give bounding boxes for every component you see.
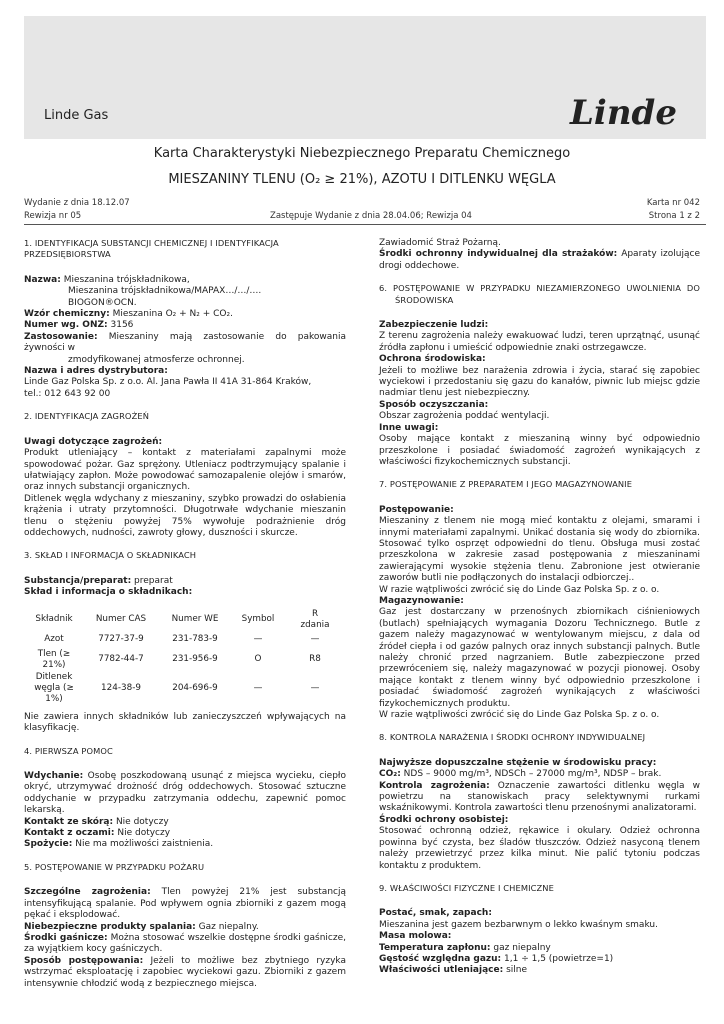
logo-text: Linde: [570, 93, 677, 132]
section-8-heading: 8. KONTROLA NARAŻENIA I ŚRODKI OCHRONY INDYWIDUALNEJ: [379, 732, 646, 743]
document-subtitle: MIESZANINY TLENU (O₂ ≥ 21%), AZOTU I DITLENKU WĘGLA: [168, 172, 556, 187]
table-cell: 231-956-9: [172, 654, 218, 665]
special-hazard-label: Szczególne zagrożenia:: [24, 887, 151, 898]
table-cell: —: [310, 683, 320, 693]
composition-table: [24, 609, 346, 706]
table-header-row: [24, 609, 346, 632]
table-cell: O: [254, 654, 262, 665]
name-value-2: Mieszanina trójskładnikowa/MAPAX…/…/….: [68, 286, 262, 297]
flash-point-value: gaz niepalny: [493, 942, 551, 953]
table-header: Symbol: [241, 614, 275, 625]
header-divider: [24, 224, 706, 225]
table-header: R zdania: [300, 608, 330, 630]
handling-label: Postępowanie:: [379, 504, 454, 515]
table-row: [24, 649, 346, 672]
form-label: Postać, smak, zapach:: [379, 908, 492, 919]
molar-mass-label: Masa molowa:: [379, 931, 452, 942]
table-header: Numer WE: [171, 614, 219, 625]
name-label: Nazwa:: [24, 274, 61, 285]
table-cell: —: [310, 634, 320, 645]
section-1-heading: 1. IDENTYFIKACJA SUBSTANCJI CHEMICZNEJ I IDENTYFIKACJA PRZEDSIĘBIORSTWA: [24, 238, 279, 260]
distributor-label: Nazwa i adres dystrybutora:: [24, 366, 168, 377]
skin-value: Nie dotyczy: [115, 816, 169, 827]
table-cell: 7782-44-7: [98, 654, 144, 665]
density-label: Gęstość względna gazu:: [379, 953, 502, 964]
extinguish-line: [24, 933, 346, 956]
cleanup-value: Obszar zagrożenia poddać wentylacji.: [379, 411, 550, 422]
procedure-value: Jeżeli to możliwe bez zbytniego ryzyka wstrzymać eksploatację i zapobiec wyciekowi gazu. Zbiorniki z gazem intensywnie chłodzić wodą z bezpiecznego miejsca.: [24, 955, 346, 989]
inhalation-value: Osobę poszkodowaną usunąć z miejsca wycieku, ciepło okryć, utrzymywać drożność dróg oddechowych. Stosować sztuczne oddychanie w przypadku zatrzymania oddechu, zapewnić pomoc lekarską.: [24, 771, 346, 816]
revision: Rewizja nr 05: [24, 211, 82, 221]
formula-label: Wzór chemiczny:: [24, 309, 110, 320]
combustion-label: Niebezpieczne produkty spalania:: [24, 921, 196, 932]
section-5-heading: 5. POSTĘPOWANIE W PRZYPADKU POŻARU: [24, 861, 205, 872]
table-cell: 124-38-9: [101, 683, 141, 693]
replaces: Zastępuje Wydanie z dnia 28.04.06; Rewizja 04: [270, 211, 472, 221]
handling-value: Mieszaniny z tlenem nie mogą mieć kontaktu z olejami, smarami i innymi materiałami zapalnymi. Unikać dostania się wody do zbiornika. Stosować tylko osprzęt odpowiedni do tlenu. Obsługa musi zostać przeszkolona w zakresie zasad postępowania z mieszaninami zawierającymi wysokie stężenia tlenu. Zabronione jest otwieranie zaworów butli nie podłączonych do instalacji odbiorczej..: [379, 516, 700, 584]
substance-label: Substancja/preparat:: [24, 575, 132, 586]
oxidizing-label: Właściwości utleniające:: [379, 965, 504, 976]
personal-protection-label: Środki ochrony osobistej:: [379, 814, 509, 825]
hazard-text-2: Ditlenek węgla wdychany z mieszaniny, szybko prowadzi do osłabienia krążenia i utraty przytomności. Długotrwałe wdychanie mieszanin tlenu o stężeniu powyżej 75% wywołuje podrażnienie dróg oddechowych, nudności, zawroty głowy, duszności i skurcze.: [24, 493, 346, 538]
left-column: [24, 238, 346, 990]
cleanup-label: Sposób oczyszczania:: [379, 399, 489, 410]
table-header: Składnik: [35, 614, 73, 625]
table-cell: Tlen (≥ 21%): [37, 648, 71, 671]
distributor-phone: tel.: 012 643 92 00: [24, 388, 111, 399]
name-line: [24, 275, 346, 286]
table-cell: R8: [309, 654, 321, 665]
oxidizing-line: [379, 965, 700, 976]
combustion-line: [24, 922, 346, 933]
density-value: 1,1 ÷ 1,5 (powietrze=1): [504, 953, 614, 964]
exposure-limit-label: Najwyższe dopuszczalne stężenie w środowisku pracy:: [379, 757, 657, 768]
density-line: [379, 954, 700, 965]
people-protection-value: Z terenu zagrożenia należy ewakuować ludzi, teren uprzątnąć, usunąć źródła zapłonu i umieścić odpowiednie znaki ostrzegawcze.: [379, 331, 700, 353]
eye-label: Kontakt z oczami:: [24, 828, 115, 839]
section-6-heading: 6. POSTĘPOWANIE W PRZYPADKU NIEZAMIERZONEGO UWOLNIENIA DO ŚRODOWISKA: [379, 283, 700, 305]
substance-value: preparat: [134, 575, 173, 586]
storage-value: Gaz jest dostarczany w przenośnych zbiornikach ciśnieniowych (butlach) spełniających wymagania Dozoru Technicznego. Butle z gazem należy magazynować w wentylowanym miejscu, z dala od źródeł ciepła i od gazów palnych oraz innych substancji palnych. Butle należy chronić przed nagrzaniem. Butle zabezpieczone przed przewróceniem się, należy magazynować w pozycji pionowej. Osoby mające kontakt z tlenem winny być odpowiednio przeszkolone i posiadać świadomość zagrożeń wynikających z właściwości fizykochemicznych produktu.: [379, 607, 700, 709]
composition-note: Nie zawiera innych składników lub zanieczyszczeń wpływających na klasyfikację.: [24, 711, 346, 734]
table-row: [24, 672, 346, 706]
other-notes-label: Inne uwagi:: [379, 422, 439, 433]
onz-line: [24, 320, 346, 331]
fire-brigade-note: Zawiadomić Straż Pożarną.: [379, 238, 501, 248]
eye-line: [24, 828, 346, 839]
form-value: Mieszanina jest gazem bezbarwnym o lekko kwaśnym smaku.: [379, 919, 658, 930]
other-notes-value: Osoby mające kontakt z mieszaniną winny być odpowiednio przeszkolone i posiadać świadomość zagrożeń wynikających z właściwości fizykochemicznych substancji.: [379, 434, 700, 467]
card-number: Karta nr 042: [646, 198, 700, 208]
firefighter-ppe-value: Aparaty izolujące drogi oddechowe.: [379, 249, 700, 271]
eye-value: Nie dotyczy: [117, 828, 171, 839]
hazard-control-value: Oznaczenie zawartości ditlenku węgla w powietrzu na stanowiskach pracy selektywnymi rurkami wskaźnikowymi. Kontrola zawartości tlenu przenośnymi analizatorami.: [379, 780, 700, 814]
distributor-address: Linde Gaz Polska Sp. z o.o. Al. Jana Pawła II 41A 31-864 Kraków,: [24, 377, 312, 388]
table-cell: Azot: [44, 634, 64, 645]
hazard-control-label: Kontrola zagrożenia:: [379, 780, 490, 791]
extinguish-value: Można stosować wszelkie dostępne środki gaśnicze, za wyjątkiem kocy gaśniczych.: [24, 932, 346, 955]
skin-line: [24, 817, 346, 828]
linde-logo: [568, 92, 688, 132]
substance-line: [24, 576, 346, 587]
flash-point-line: [379, 943, 700, 954]
ingestion-label: Spożycie:: [24, 839, 73, 850]
document-title: Karta Charakterystyki Niebezpiecznego Preparatu Chemicznego: [153, 146, 571, 161]
section-3-heading: 3. SKŁAD I INFORMACJA O SKŁADNIKACH: [24, 550, 197, 561]
personal-protection-value: Stosować ochronną odzież, rękawice i okulary. Odzież ochronna powinna być czysta, bez śladów tłuszczów. Odzież nasyconą tlenem należy przewietrzyć przez kilka minut. Nie palić tytoniu podczas kontaktu z produktem.: [379, 826, 700, 871]
table-cell: 204-696-9: [172, 683, 218, 693]
co2-value: NDS – 9000 mg/m³, NDSCh – 27000 mg/m³, NDSP – brak.: [403, 769, 662, 780]
environment-value: Jeżeli to możliwe bez narażenia zdrowia i życia, starać się zapobiec wyciekowi i przedostaniu się gazu do kanałów, piwnic lub miejsc gdzie nadmiar tlenu jest niebezpieczny.: [379, 365, 700, 399]
use-line: [24, 332, 346, 355]
section-9-heading: 9. WŁAŚCIWOŚCI FIZYCZNE I CHEMICZNE: [379, 882, 554, 893]
flash-point-label: Temperatura zapłonu:: [379, 942, 491, 953]
table-cell: 7727-37-9: [98, 634, 144, 645]
handling-doubt: W razie wątpliwości zwrócić się do Linde Gaz Polska Sp. z o. o.: [379, 584, 660, 595]
composition-label: Skład i informacja o składnikach:: [24, 587, 193, 598]
ingestion-line: [24, 839, 346, 850]
section-4-heading: 4. PIERWSZA POMOC: [24, 745, 113, 756]
name-value-1: Mieszanina trójskładnikowa,: [63, 274, 190, 285]
oxidizing-value: silne: [506, 965, 527, 976]
people-protection-label: Zabezpieczenie ludzi:: [379, 320, 489, 331]
co2-label: CO₂:: [379, 769, 401, 780]
table-cell: —: [253, 683, 263, 693]
issue-date: Wydanie z dnia 18.12.07: [24, 198, 130, 208]
table-row: [24, 631, 346, 648]
table-cell: Ditlenek węgla (≥ 1%): [34, 671, 74, 705]
formula-line: [24, 309, 346, 320]
inhalation-label: Wdychanie:: [24, 771, 84, 782]
page-number: Strona 1 z 2: [648, 211, 700, 221]
co2-limit-line: [379, 769, 700, 780]
company-name: Linde Gas: [44, 108, 109, 123]
section-7-heading: 7. POSTĘPOWANIE Z PREPARATEM I JEGO MAGAZYNOWANIE: [379, 479, 633, 490]
firefighter-ppe-line: [379, 249, 700, 272]
special-hazard-line: [24, 887, 346, 921]
special-hazard-value: Tlen powyżej 21% jest substancją intensyfikującą spalanie. Pod wpływem ognia zbiorniki z gazem mogą pękać i eksplodować.: [24, 887, 346, 921]
firefighter-ppe-label: Środki ochronny indywidualnej dla strażaków:: [379, 249, 618, 260]
table-cell: 231-783-9: [172, 634, 218, 645]
procedure-line: [24, 956, 346, 990]
ingestion-value: Nie ma możliwości zaistnienia.: [75, 839, 214, 850]
table-header: Numer CAS: [95, 614, 147, 625]
onz-label: Numer wg. ONZ:: [24, 320, 108, 331]
hazard-text-1: Produkt utleniający – kontakt z materiałami zapalnymi może spowodować pożar. Gaz sprężony. Utleniacz podtrzymujący spalanie i ułatwiający zapłon. Może powodować samozapalenie olejów i smarów, oraz innych substancji organicznych.: [24, 448, 346, 493]
hazard-notes-label: Uwagi dotyczące zagrożeń:: [24, 436, 163, 447]
formula-value: Mieszanina O₂ + N₂ + CO₂.: [112, 309, 233, 320]
use-label: Zastosowanie:: [24, 331, 98, 342]
skin-label: Kontakt ze skórą:: [24, 816, 114, 827]
storage-label: Magazynowanie:: [379, 595, 464, 606]
use-value-1: Mieszaniny mają zastosowanie do pakowania żywności w: [24, 331, 346, 354]
right-column: [379, 238, 700, 977]
inhalation-line: [24, 771, 346, 817]
procedure-label: Sposób postępowania:: [24, 955, 144, 966]
section-2-heading: 2. IDENTYFIKACJA ZAGROŻEŃ: [24, 411, 149, 422]
storage-doubt: W razie wątpliwości zwrócić się do Linde Gaz Polska Sp. z o. o.: [379, 710, 660, 721]
name-value-3: BIOGON®OCN.: [68, 297, 137, 308]
hazard-control-line: [379, 781, 700, 815]
extinguish-label: Środki gaśnicze:: [24, 932, 108, 943]
combustion-value: Gaz niepalny.: [198, 921, 259, 932]
onz-value: 3156: [110, 320, 134, 331]
table-cell: —: [253, 634, 263, 645]
environment-label: Ochrona środowiska:: [379, 354, 486, 365]
use-value-2: zmodyfikowanej atmosferze ochronnej.: [68, 354, 245, 365]
